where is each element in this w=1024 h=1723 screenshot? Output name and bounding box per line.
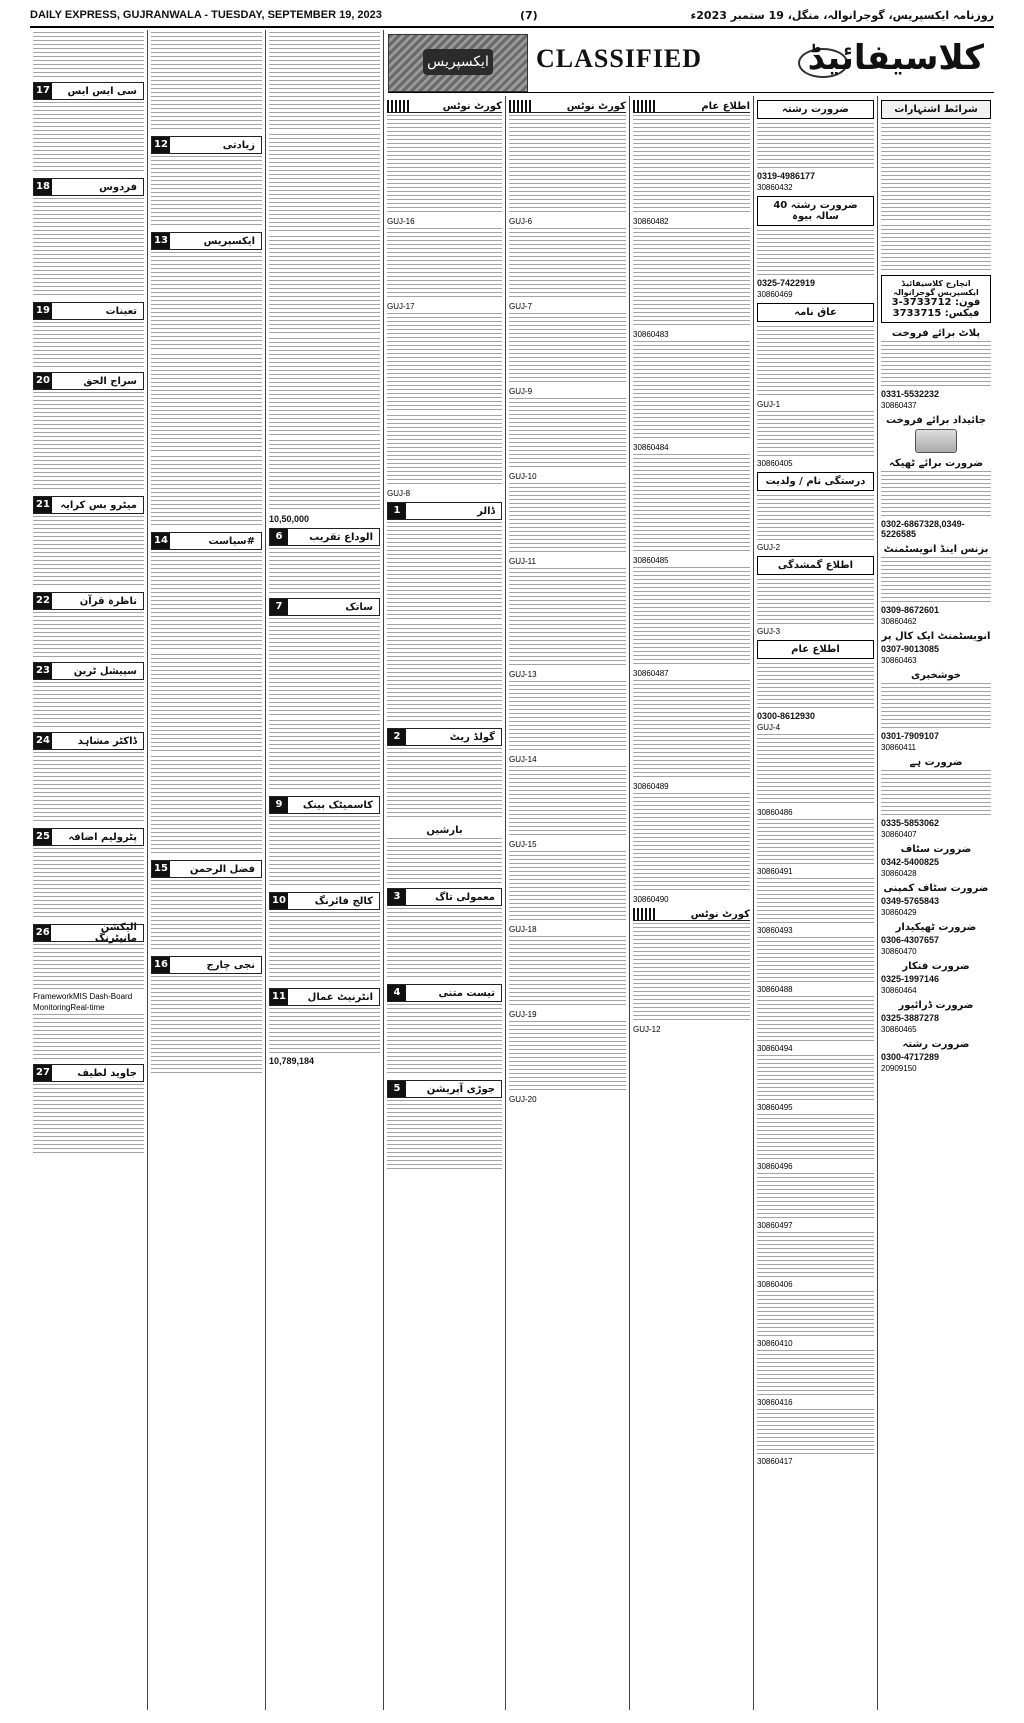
ad-title: خوشخبری	[911, 670, 961, 681]
text-block	[633, 923, 750, 1023]
barcode-icon	[633, 908, 657, 920]
ad-code: 30860497	[757, 1221, 793, 1230]
text-block	[33, 392, 144, 492]
text-block	[633, 680, 750, 780]
ad-code: 30860494	[757, 1044, 793, 1053]
text-block	[33, 1084, 144, 1156]
ad-code: 30860406	[757, 1280, 793, 1289]
ad-code: 30860432	[757, 183, 793, 192]
text-block	[387, 1004, 502, 1076]
ad-code: GUJ-9	[509, 387, 533, 396]
masthead-date-en: DAILY EXPRESS, GUJRANWALA - TUESDAY, SEPTEMBER 19, 2023	[30, 9, 382, 21]
ad-code: 30860488	[757, 985, 793, 994]
ad-code: 30860484	[633, 443, 669, 452]
ad-title: ضرورت برائے ٹھیکہ	[889, 458, 983, 469]
text-block	[509, 483, 626, 555]
ad-code: 30860493	[757, 926, 793, 935]
section-head: گولڈ ریٹ 2	[387, 728, 502, 746]
text-block	[387, 415, 502, 487]
text-block	[633, 454, 750, 554]
text-block	[757, 123, 874, 169]
ad-code: GUJ-20	[509, 1095, 537, 1104]
text-block	[269, 236, 380, 336]
text-block	[269, 912, 380, 984]
text-block	[633, 567, 750, 667]
express-logo-image	[388, 34, 528, 92]
text-block	[757, 996, 874, 1042]
ad-code: 30860462	[881, 617, 917, 626]
text-block	[151, 976, 262, 1076]
text-block	[33, 32, 144, 78]
ad-title: جائیداد برائے فروخت	[886, 415, 986, 426]
text-block	[881, 557, 991, 603]
section-head: ناظرہ قرآن 22	[33, 592, 144, 610]
ad-title: ضرورت سٹاف کمپنی	[883, 883, 989, 894]
section-head: جاوید لطیف 27	[33, 1064, 144, 1082]
text-block	[509, 851, 626, 923]
text-block	[269, 816, 380, 888]
classified-banner	[388, 30, 994, 93]
text-block	[269, 338, 380, 438]
ad-code: 30860496	[757, 1162, 793, 1171]
section-head: ڈاکٹر مشاہد 24	[33, 732, 144, 750]
section-head: ڈالر 1	[387, 502, 502, 520]
text-block	[757, 819, 874, 865]
text-block	[509, 228, 626, 300]
house-icon	[915, 429, 957, 453]
text-block	[33, 682, 144, 728]
ad-disown-notice: عاق نامہ	[757, 303, 874, 322]
express-logo: ایکسپریس	[423, 49, 493, 75]
ad-code: 30860417	[757, 1457, 793, 1466]
ad-code: GUJ-11	[509, 557, 536, 566]
ad-code: 30860464	[881, 986, 917, 995]
rules-title: شرائط اشتہارات	[894, 104, 978, 115]
text-block	[757, 230, 874, 276]
text-block	[151, 654, 262, 754]
section-head: کاسمیٹک بینک 9	[269, 796, 380, 814]
section-head: تیست متنی 4	[387, 984, 502, 1002]
classified-title-ur: کلاسیفائیڈ	[807, 38, 984, 78]
ad-code: GUJ-12	[633, 1025, 661, 1034]
text-block	[509, 568, 626, 668]
text-block	[151, 354, 262, 454]
ad-phone: 0301-7909107	[881, 731, 940, 741]
text-block	[269, 548, 380, 594]
ad-phone: 0306-4307657	[881, 935, 940, 945]
section-head: #سیاست 14	[151, 532, 262, 550]
ad-code: GUJ-16	[387, 217, 415, 226]
text-block	[151, 456, 262, 528]
ad-title: انویسٹمنٹ ایک کال پر	[881, 631, 991, 642]
text-block	[33, 752, 144, 824]
ad-code: 30860463	[881, 656, 917, 665]
text-block	[269, 618, 380, 718]
court-notice-head: کورٹ نوٹس	[387, 100, 502, 113]
court-notice-head: کورٹ نوٹس	[509, 100, 626, 113]
section-head: میٹرو بس کرایہ 21	[33, 496, 144, 514]
ad-phone: 0319-4986177	[757, 171, 816, 181]
text-block	[757, 1173, 874, 1219]
ad-phone: 0307-9013085	[881, 644, 940, 654]
column-news-2	[148, 30, 266, 1710]
text-block	[387, 748, 502, 820]
text-block	[757, 878, 874, 924]
ad-code: GUJ-17	[387, 302, 415, 311]
barcode-icon	[387, 100, 411, 112]
text-block	[757, 1291, 874, 1337]
text-block	[33, 322, 144, 368]
ad-title: ضرورت سٹاف	[900, 844, 972, 855]
column-classifieds-2	[878, 96, 994, 1710]
ad-missing: اطلاع گمشدگی	[757, 556, 874, 575]
text-block	[881, 225, 991, 271]
text-block	[387, 313, 502, 413]
ad-phone: 0349-5765843	[881, 896, 940, 906]
text-block	[387, 115, 502, 215]
text-block	[757, 495, 874, 541]
text-block	[509, 313, 626, 385]
ad-phone: 0325-3887278	[881, 1013, 940, 1023]
ad-code: GUJ-4	[757, 723, 781, 732]
ad-title: ضرورت رشتہ	[902, 1039, 970, 1050]
text-block	[509, 681, 626, 753]
inline-english-text: FrameworkMIS Dash-Board	[33, 992, 133, 1001]
masthead	[30, 6, 994, 28]
ad-code: 30860465	[881, 1025, 917, 1034]
text-block	[757, 937, 874, 983]
text-block	[509, 115, 626, 215]
column-news-1	[30, 30, 148, 1710]
ad-phone: 0331-5532232	[881, 389, 940, 399]
text-block	[387, 522, 502, 622]
text-block	[757, 734, 874, 806]
text-block	[269, 1008, 380, 1054]
text-block	[33, 102, 144, 174]
section-head: فردوس 18	[33, 178, 144, 196]
section-head: سپیشل ٹرین 23	[33, 662, 144, 680]
text-block	[387, 908, 502, 980]
text-block	[509, 398, 626, 470]
section-head: معمولی تاگ 3	[387, 888, 502, 906]
ad-code: 30860489	[633, 782, 669, 791]
classified-title-en: CLASSIFIED	[536, 44, 703, 73]
ad-title: ضرورت فنکار	[902, 961, 970, 972]
ad-code: GUJ-15	[509, 840, 537, 849]
text-block	[387, 1100, 502, 1172]
ad-code: 30860487	[633, 669, 669, 678]
section-head: زیادتی 12	[151, 136, 262, 154]
section-head: پٹرولیم اضافہ 25	[33, 828, 144, 846]
ad-code: GUJ-1	[757, 400, 781, 409]
ad-code: 30860483	[633, 330, 669, 339]
ad-code: GUJ-10	[509, 472, 537, 481]
text-block	[33, 1014, 144, 1060]
section-head: انٹرنیٹ عمال 11	[269, 988, 380, 1006]
text-block	[269, 32, 380, 132]
ad-title: ضرورت ٹھیکیدار	[895, 922, 977, 933]
text-block	[509, 766, 626, 838]
ad-code: GUJ-7	[509, 302, 533, 311]
ad-phone: 0325-1997146	[881, 974, 940, 984]
ad-title: پلاٹ برائے فروخت	[891, 328, 981, 339]
section-head: الیکشن مانیٹرنگ 26	[33, 924, 144, 942]
text-block	[757, 1232, 874, 1278]
text-block	[33, 198, 144, 298]
column-court-2	[506, 96, 630, 1710]
ad-code: 30860469	[757, 290, 793, 299]
section-head: ساتک 7	[269, 598, 380, 616]
figure-text: 10,50,000	[269, 514, 310, 524]
ad-code: GUJ-8	[387, 489, 411, 498]
ad-general-notice: اطلاع عام	[757, 640, 874, 659]
section-head: ایکسپریس 13	[151, 232, 262, 250]
barcode-icon	[509, 100, 533, 112]
ad-phone: 0342-5400825	[881, 857, 940, 867]
text-block	[509, 936, 626, 1008]
column-classifieds-1	[754, 96, 878, 1710]
section-head: سی ایس ایس 17	[33, 82, 144, 100]
ad-phone: 0335-5853062	[881, 818, 940, 828]
text-block	[757, 663, 874, 709]
ad-code: GUJ-2	[757, 543, 781, 552]
ad-code: 30860482	[633, 217, 669, 226]
text-block	[757, 1114, 874, 1160]
court-notice-head: کورٹ نوٹس	[633, 908, 750, 921]
text-block	[633, 115, 750, 215]
text-block	[881, 471, 991, 517]
ad-code: 30860486	[757, 808, 793, 817]
text-block	[881, 123, 991, 223]
text-block	[633, 793, 750, 893]
text-block	[387, 624, 502, 724]
text-block	[33, 516, 144, 588]
column-news-3	[266, 30, 384, 1710]
text-block	[757, 579, 874, 625]
sub-head: بارشیں	[426, 825, 463, 836]
office-contact: انچارج کلاسیفائیڈ ایکسپریس گوجرانوالہ فون: 3733712-3 فیکس: 3733715	[881, 275, 991, 323]
ad-code: 30860416	[757, 1398, 793, 1407]
ad-code: GUJ-3	[757, 627, 781, 636]
text-block	[757, 411, 874, 457]
ad-code: 30860490	[633, 895, 669, 904]
text-block	[151, 32, 262, 132]
text-block	[757, 1055, 874, 1101]
ad-code: GUJ-13	[509, 670, 537, 679]
text-block	[151, 156, 262, 228]
text-block	[757, 1350, 874, 1396]
text-block	[151, 880, 262, 952]
text-block	[881, 770, 991, 816]
text-block	[633, 228, 750, 328]
ad-code: GUJ-14	[509, 755, 537, 764]
text-block	[269, 440, 380, 512]
ad-code: 30860411	[881, 743, 916, 752]
text-block	[151, 552, 262, 652]
section-head: جوڑی آپریشن 5	[387, 1080, 502, 1098]
section-head: فضل الرحمن 15	[151, 860, 262, 878]
ad-name-correction: درستگی نام / ولدیت	[757, 472, 874, 491]
ad-title: بزنس اینڈ انویسٹمنٹ	[883, 544, 989, 555]
text-block	[387, 228, 502, 300]
text-block	[151, 756, 262, 856]
ad-code: GUJ-18	[509, 925, 537, 934]
ad-code: 30860429	[881, 908, 917, 917]
ad-rishta-widow: ضرورت رشتہ 40 سالہ بیوہ	[757, 196, 874, 226]
ad-phone: 0300-4717289	[881, 1052, 940, 1062]
ad-code: 30860495	[757, 1103, 793, 1112]
ad-code: 30860470	[881, 947, 917, 956]
ad-code: 30860437	[881, 401, 917, 410]
inline-english-text: MonitoringReal-time	[33, 1003, 105, 1012]
ad-rules-box	[881, 100, 991, 119]
text-block	[33, 612, 144, 658]
ad-code: 30860485	[633, 556, 669, 565]
ad-code: 30860491	[757, 867, 793, 876]
text-block	[269, 134, 380, 234]
ad-title: ضرورت ڈرائیور	[898, 1000, 974, 1011]
text-block	[757, 1409, 874, 1455]
text-block	[633, 341, 750, 441]
page-number: (7)	[520, 9, 538, 22]
general-notice-head: اطلاع عام	[633, 100, 750, 113]
section-head: تعینات 19	[33, 302, 144, 320]
ad-phone: 0325-7422919	[757, 278, 816, 288]
section-head: نجی چارج 16	[151, 956, 262, 974]
figure-text: 10,789,184	[269, 1056, 315, 1066]
ad-title: ضرورت ہے	[909, 757, 963, 768]
ad-phone: 0302-6867328,0349-5226585	[881, 519, 965, 539]
masthead-date-ur: روزنامہ ایکسپریس، گوجرانوالہ، منگل، 19 ستمبر 2023ء	[690, 9, 994, 22]
ad-code: 30860428	[881, 869, 917, 878]
section-head: کالج فائرنگ 10	[269, 892, 380, 910]
column-notices	[630, 96, 754, 1710]
ad-code: GUJ-19	[509, 1010, 537, 1019]
column-court-1	[384, 96, 506, 1710]
ad-code: GUJ-6	[509, 217, 533, 226]
ad-phone: 0300-8612930	[757, 711, 816, 721]
text-block	[509, 1021, 626, 1093]
text-block	[269, 720, 380, 792]
section-head: الوداع تقریب 6	[269, 528, 380, 546]
notice-icon	[633, 100, 657, 112]
ad-code: 30860410	[757, 1339, 793, 1348]
text-block	[33, 944, 144, 990]
ad-code: 20909150	[881, 1064, 917, 1073]
ad-rishta: ضرورت رشتہ	[757, 100, 874, 119]
section-head: سراج الحق 20	[33, 372, 144, 390]
text-block	[33, 848, 144, 920]
ad-code: 30860405	[757, 459, 793, 468]
ad-code: 30860407	[881, 830, 917, 839]
ad-phone: 0309-8672601	[881, 605, 940, 615]
text-block	[757, 326, 874, 398]
text-block	[881, 683, 991, 729]
text-block	[151, 252, 262, 352]
text-block	[387, 838, 502, 884]
text-block	[881, 341, 991, 387]
